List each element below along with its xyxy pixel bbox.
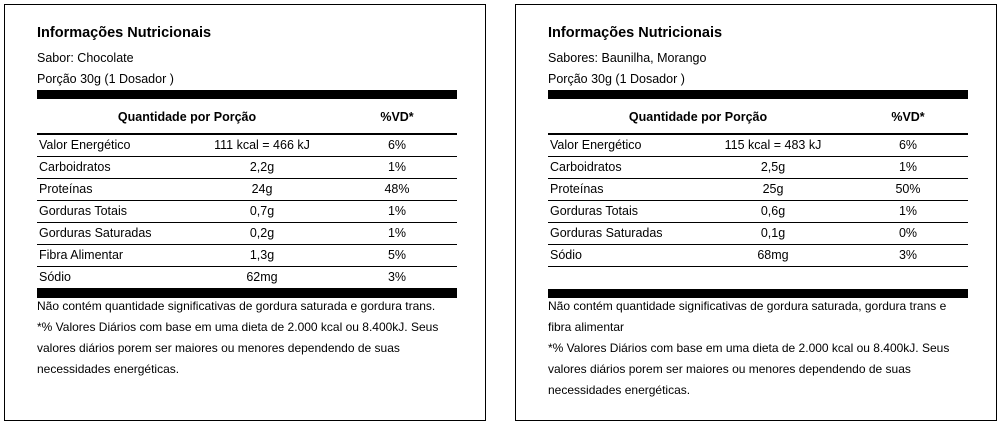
daily-values-footnote: *% Valores Diários com base em uma dieta de 2.000 kcal ou 8.400kJ. Seus valores diários porem ser maiores ou menores dependendo de suas necessidades energéticas.	[548, 341, 950, 397]
nutrient-dv: 6%	[898, 138, 918, 152]
table-row	[37, 245, 457, 267]
table-row	[548, 245, 968, 267]
header-dv: %VD*	[891, 110, 925, 124]
top-divider-bar	[37, 90, 457, 99]
header-quantity: Quantidade por Porção	[117, 110, 257, 124]
table-header	[548, 106, 968, 130]
nutrient-dv: 5%	[387, 248, 407, 262]
table-header	[37, 106, 457, 130]
table-row	[548, 179, 968, 201]
nutrient-quantity: 0,7g	[249, 204, 275, 218]
top-divider-bar	[548, 90, 968, 99]
nutrient-name: Gorduras Saturadas	[39, 226, 152, 240]
nutrient-name: Proteínas	[39, 182, 93, 196]
nutrient-dv: 3%	[898, 248, 918, 262]
nutrient-name: Gorduras Totais	[550, 204, 639, 218]
nutrient-name: Carboidratos	[550, 160, 622, 174]
nutrient-name: Carboidratos	[39, 160, 111, 174]
table-row	[37, 135, 457, 157]
nutrient-name: Sódio	[550, 248, 582, 262]
nutrient-quantity: 25g	[762, 182, 784, 196]
nutrient-dv: 1%	[387, 226, 407, 240]
nutrient-name: Gorduras Totais	[39, 204, 128, 218]
nutrient-quantity: 115 kcal = 483 kJ	[724, 138, 822, 152]
nutrient-name: Fibra Alimentar	[39, 248, 124, 262]
table-row	[37, 267, 457, 289]
serving-text: Porção 30g (1 Dosador )	[37, 72, 174, 86]
nutrient-quantity: 2,5g	[760, 160, 786, 174]
serving-text: Porção 30g (1 Dosador )	[548, 72, 685, 86]
nutrition-label-vanilla-strawberry	[515, 4, 997, 421]
table-row	[37, 157, 457, 179]
nutrient-dv: 1%	[387, 160, 407, 174]
nutrient-name: Valor Energético	[39, 138, 131, 152]
nutrient-dv: 6%	[387, 138, 407, 152]
table-row	[37, 179, 457, 201]
notes-text: Não contém quantidade significativas de gordura saturada, gordura trans e fibra alimentar	[548, 299, 947, 334]
flavor-text: Sabores: Baunilha, Morango	[548, 51, 707, 65]
nutrient-quantity: 1,3g	[249, 248, 275, 262]
nutrition-label-chocolate	[4, 4, 486, 421]
nutrient-name: Gorduras Saturadas	[550, 226, 663, 240]
flavor-text: Sabor: Chocolate	[37, 51, 134, 65]
table-row	[548, 223, 968, 245]
table-row	[37, 223, 457, 245]
nutrient-name: Proteínas	[550, 182, 604, 196]
nutrient-quantity: 24g	[251, 182, 273, 196]
nutrient-table	[37, 135, 457, 289]
nutrient-dv: 1%	[898, 204, 918, 218]
daily-values-footnote: *% Valores Diários com base em uma dieta de 2.000 kcal ou 8.400kJ. Seus valores diários porem ser maiores ou menores dependendo de suas necessidades energéticas.	[37, 320, 439, 376]
nutrient-dv: 0%	[898, 226, 918, 240]
nutrient-dv: 3%	[387, 270, 407, 284]
table-row	[37, 201, 457, 223]
nutrient-name: Sódio	[39, 270, 71, 284]
nutrient-quantity: 111 kcal = 466 kJ	[214, 138, 310, 152]
nutrient-quantity: 62mg	[246, 270, 278, 284]
nutrient-quantity: 68mg	[757, 248, 789, 262]
nutrient-dv: 1%	[898, 160, 918, 174]
header-quantity: Quantidade por Porção	[628, 110, 768, 124]
nutrient-dv: 50%	[895, 182, 921, 196]
nutrient-quantity: 0,2g	[249, 226, 275, 240]
nutrient-name: Valor Energético	[550, 138, 642, 152]
notes-text: Não contém quantidade significativas de gordura saturada e gordura trans.	[37, 299, 436, 313]
table-row	[548, 157, 968, 179]
notes-block	[548, 296, 968, 401]
nutrient-quantity: 0,1g	[760, 226, 786, 240]
table-row	[548, 201, 968, 223]
nutrient-quantity: 2,2g	[249, 160, 275, 174]
label-title: Informações Nutricionais	[37, 25, 212, 41]
header-dv: %VD*	[380, 110, 414, 124]
nutrient-quantity: 0,6g	[760, 204, 786, 218]
nutrient-table	[548, 135, 968, 267]
nutrient-dv: 1%	[387, 204, 407, 218]
table-row	[548, 135, 968, 157]
nutrient-dv: 48%	[384, 182, 410, 196]
notes-block	[37, 296, 457, 380]
label-title: Informações Nutricionais	[548, 25, 723, 41]
